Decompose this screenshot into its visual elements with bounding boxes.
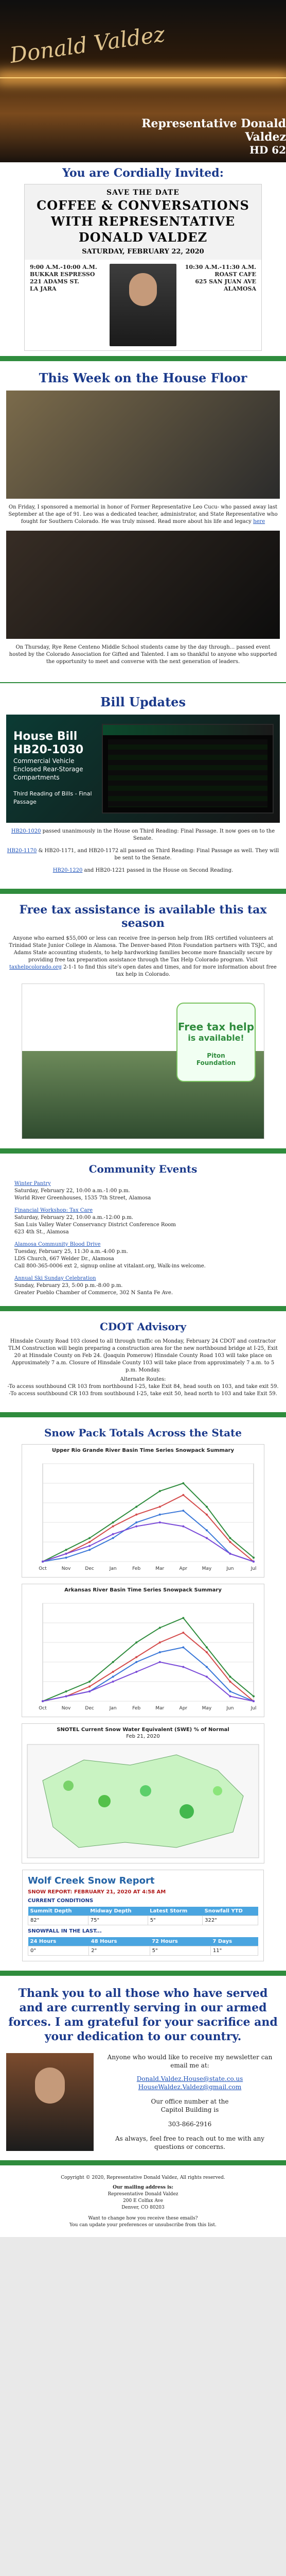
series-point <box>135 1641 137 1643</box>
footer-mail-2: Representative Donald Valdez <box>108 2192 178 2197</box>
series-point <box>206 1647 208 1649</box>
cdot-alt-1: -To access southbound CR 103 from northbound I-25, take Exit 84, head south on 103, and take exit 59. <box>7 1384 279 1389</box>
series-point <box>88 1545 91 1547</box>
bill-text-2: & HB20-1171, and HB20-1172 all passed on Third Reading: Final Passage as well. They will be sent to the Senate. <box>38 848 279 861</box>
snow-chart-2-title: Arkansas River Basin Time Series Snowpack Summary <box>64 1587 222 1593</box>
series-point <box>159 1641 161 1643</box>
community-event-2 <box>14 1207 272 1236</box>
bill-line-3 <box>6 867 280 874</box>
snow-chart-2 <box>22 1584 264 1717</box>
x-tick-label: Mar <box>155 1566 165 1571</box>
series-point <box>206 1506 208 1508</box>
hero-banner <box>0 0 286 162</box>
series-point <box>182 1632 184 1634</box>
series-point <box>65 1696 67 1698</box>
map-basin-5 <box>213 1786 222 1795</box>
section-divider-3 <box>0 889 286 894</box>
map-basin-4 <box>180 1804 194 1819</box>
series-point <box>159 1506 161 1508</box>
report-table-2-header <box>28 1937 258 1946</box>
series-point <box>112 1537 114 1539</box>
x-tick-label: Dec <box>85 1706 94 1711</box>
bill-label-5: Compartments <box>13 774 60 781</box>
bill-vote-grid <box>108 739 267 807</box>
series-point <box>182 1482 184 1484</box>
series-point <box>253 1556 255 1558</box>
x-tick-label: Dec <box>85 1566 94 1571</box>
report-hh4: 7 Days <box>210 1937 258 1946</box>
report-hh2: 48 Hours <box>89 1937 150 1946</box>
x-tick-label: Jul <box>251 1706 257 1711</box>
community-event-1-date: Saturday, February 22, 10:00 a.m.-1:00 p.m. <box>14 1188 130 1194</box>
series-point <box>135 1671 137 1673</box>
footer-mail-6: You can update your preferences or unsubscribe from this list. <box>69 2223 217 2228</box>
series-point <box>42 1561 44 1563</box>
hero-signature: Donald Valdez <box>8 21 167 68</box>
map-basin-1 <box>63 1781 74 1791</box>
tax-text-2: 2-1-1 to find this site's open dates and times, and for more information about free tax help in Colorado. <box>63 964 277 977</box>
community-event-2-place-2: 623 4th St., Alamosa <box>14 1229 69 1235</box>
x-tick-label: Feb <box>132 1566 141 1571</box>
series-point <box>229 1690 231 1692</box>
cdot-text: Hinsdale County Road 103 closed to all through traffic on Monday, February 24 CDOT and contractor TLM Construction will begin preparing a construction area for the new northbound bridge at I-25, Exit 20 at Hinsdale County on Feb 24. (Joaquin Pomerow) Hinsdale County Road 103 will take place on Approximately 7 a.m. Closure of Hinsdale County 103 will take place from approximately 7 a.m. to 5 p.m. Monday. <box>8 1338 278 1373</box>
x-tick-label: May <box>202 1706 212 1711</box>
bill-image <box>6 715 280 823</box>
flyer-event-right <box>181 264 256 293</box>
bill-link-3[interactable]: HB20-1220 <box>52 868 83 873</box>
hero-district: HD 62 <box>249 144 286 156</box>
flyer-headline-2: WITH REPRESENTATIVE <box>50 214 235 229</box>
contact-text <box>100 2053 280 2151</box>
report-hh3: 72 Hours <box>150 1937 210 1946</box>
community-event-1-link[interactable]: Winter Pantry <box>14 1181 51 1187</box>
x-tick-label: Jan <box>109 1566 117 1571</box>
series-point <box>135 1656 137 1658</box>
series-point <box>88 1549 91 1551</box>
contact-line-1: Anyone who would like to receive my newsletter can email me at: <box>107 2054 273 2069</box>
x-tick-label: Oct <box>39 1566 47 1571</box>
series-point <box>112 1526 114 1528</box>
section-divider-6 <box>0 1412 286 1417</box>
series-point <box>253 1561 255 1563</box>
house-floor-title: This Week on the House Floor <box>39 370 247 385</box>
flyer-right-place: ROAST CAFE <box>214 271 256 278</box>
bill-text-3: and HB20-1221 passed in the House on Second Reading. <box>84 868 234 873</box>
series-point <box>112 1681 114 1683</box>
series-point <box>159 1521 161 1523</box>
series-point <box>112 1521 114 1523</box>
community-event-3-place-2: Call 800-365-0006 ext 2, signup online at vitalant.org, Walk-ins welcome. <box>14 1263 206 1269</box>
house-floor-photo-1 <box>6 391 280 499</box>
x-tick-label: Jan <box>109 1706 117 1711</box>
map-colorado-shape <box>43 1755 243 1848</box>
contact-email-1[interactable]: Donald.Valdez.House@state.co.us <box>136 2075 243 2082</box>
series-point <box>135 1661 137 1663</box>
report-v2: 75" <box>88 1916 148 1925</box>
flyer-event-left <box>30 264 105 293</box>
footer-mail-label: Our mailing address is: <box>113 2185 173 2190</box>
snow-map-box <box>22 1723 264 1863</box>
tax-section <box>0 899 286 1143</box>
bill-vote-board <box>102 724 274 814</box>
tax-text: Anyone who earned $55,000 or less can receive free in-person help from IRS certified volunteers at Trinidad State Junior College in Alamosa. The Denver-based Piton Foundation partners with TSJC, and Adams State accounting students, to help hardworking families become more financially secure by providing free tax preparation assistance through the Tax Help Colorado program. Visit <box>9 936 277 963</box>
contact-line-4: As always, feel free to reach out to me with any questions or concerns. <box>115 2135 265 2150</box>
report-table-2 <box>28 1937 258 1956</box>
tax-paragraph <box>6 935 280 978</box>
cdot-title: CDOT Advisory <box>99 1320 186 1333</box>
x-tick-label: Nov <box>61 1566 71 1571</box>
house-floor-text-1: On Friday, I sponsored a memorial in honor of Former Representative Leo Cucu- who passed away last September at the age of 91. Leo was a dedicated teacher, administrator, and State Representative who fought for Southern Colorado. He was truly missed. Read more about his life and legacy <box>8 504 278 524</box>
series-point <box>65 1690 67 1692</box>
flyer-left-addr1: 221 ADAMS ST. <box>30 278 79 285</box>
snow-chart-2-svg <box>22 1593 264 1717</box>
community-event-4-date: Sunday, February 23, 5:00 p.m.-8:00 p.m. <box>14 1283 123 1289</box>
community-event-4 <box>14 1275 272 1297</box>
series-point <box>206 1529 208 1531</box>
contact-line-2: Our office number at the <box>151 2098 229 2105</box>
series-point <box>112 1661 114 1663</box>
house-floor-link[interactable]: here <box>253 519 265 524</box>
flyer-left-time: 9:00 A.M.-10:00 A.M. <box>30 264 97 270</box>
community-event-4-place: Greater Pueblo Chamber of Commerce, 302 N Santa Fe Ave. <box>14 1290 173 1296</box>
cdot-section <box>0 1316 286 1407</box>
series-point <box>206 1514 208 1516</box>
report-table-2-row <box>28 1946 258 1956</box>
x-tick-label: Oct <box>39 1706 47 1711</box>
community-event-3-date: Tuesday, February 25, 11:30 a.m.-4:00 p.m. <box>14 1249 128 1255</box>
community-title: Community Events <box>88 1163 198 1175</box>
series-point <box>182 1666 184 1668</box>
series-point <box>112 1671 114 1673</box>
series-point <box>42 1700 44 1702</box>
tax-badge-line-2: is available! <box>188 1033 244 1043</box>
section-divider-8 <box>0 2160 286 2165</box>
flyer-right-time: 10:30 A.M.-11:30 A.M. <box>185 264 256 270</box>
snow-chart-1-title: Upper Rio Grande River Basin Time Series Snowpack Summary <box>52 1448 234 1453</box>
x-tick-label: Jun <box>226 1706 234 1711</box>
tax-badge <box>176 1003 256 1082</box>
section-divider-7 <box>0 1971 286 1976</box>
bill-label-6: Third Reading of Bills - Final <box>13 790 92 797</box>
house-floor-section <box>0 366 286 675</box>
series-point <box>206 1676 208 1678</box>
footer-copyright: Copyright © 2020, Representative Donald Valdez, All rights reserved. <box>61 2175 225 2180</box>
footer-mail-5: Want to change how you receive these emails? <box>88 2216 198 2221</box>
x-tick-label: Jul <box>251 1566 257 1571</box>
bill-label-2: HB20-1030 <box>13 743 84 756</box>
cdot-alt-block <box>6 1376 280 1398</box>
wolf-creek-report <box>22 1870 264 1961</box>
community-event-2-link[interactable]: Financial Workshop: Tax Care <box>14 1208 93 1213</box>
snow-map-title: SNOTEL Current Snow Water Equivalent (SWE) % of Normal <box>57 1727 229 1733</box>
bill-label-1: House Bill <box>13 730 78 743</box>
flyer-left-addr2: LA JARA <box>30 285 57 292</box>
community-event-1 <box>14 1180 272 1202</box>
section-divider-4 <box>0 1148 286 1154</box>
flyer-headline-1: COFFEE & CONVERSATIONS <box>37 198 249 213</box>
community-events-list <box>14 1180 272 1297</box>
tax-badge-foundation-1: Piton <box>207 1052 225 1059</box>
series-point <box>159 1651 161 1653</box>
flyer-right-addr2: ALAMOSA <box>223 285 256 292</box>
bill-updates-section <box>0 690 286 884</box>
flyer-rep-photo <box>110 264 176 346</box>
tax-badge-line-1: Free tax help <box>177 1021 255 1033</box>
section-divider-2 <box>0 682 286 683</box>
cdot-alt-title: Alternate Routes: <box>120 1377 166 1382</box>
series-point <box>182 1494 184 1496</box>
report-table-1 <box>28 1907 258 1925</box>
flyer-header <box>25 184 261 260</box>
chart-1-x-ticks <box>39 1566 256 1571</box>
community-event-3-link[interactable]: Alamosa Community Blood Drive <box>14 1242 101 1247</box>
series-point <box>135 1506 137 1508</box>
report-h2: Midway Depth <box>88 1907 148 1916</box>
snow-map-date: Feb 21, 2020 <box>126 1734 160 1739</box>
bill-updates-title: Bill Updates <box>100 694 186 709</box>
tax-title: Free tax assistance is available this tax season <box>19 903 267 930</box>
series-point <box>65 1549 67 1551</box>
footer-mail-3: 200 E Colfax Ave <box>123 2198 163 2204</box>
report-table-1-row <box>28 1916 258 1925</box>
house-floor-photo-2 <box>6 531 280 639</box>
series-point <box>229 1537 231 1539</box>
tax-badge-foundation-2: Foundation <box>196 1059 236 1066</box>
section-divider-5 <box>0 1306 286 1311</box>
report-vv2: 2" <box>89 1946 150 1956</box>
x-tick-label: Apr <box>179 1706 188 1711</box>
x-tick-label: Apr <box>179 1566 188 1571</box>
series-point <box>182 1617 184 1619</box>
bill-label-4: Enclosed Rear-Storage <box>13 766 83 773</box>
bill-link-2[interactable]: HB20-1170 <box>7 848 37 854</box>
report-v4: 322" <box>203 1916 258 1925</box>
series-point <box>229 1696 231 1698</box>
bill-line-1 <box>6 828 280 842</box>
series-point <box>182 1526 184 1528</box>
contact-block <box>0 2049 286 2155</box>
flyer-save-date: SAVE THE DATE <box>106 189 180 197</box>
contact-email-2-wrap <box>100 2083 280 2091</box>
hero-rep-name: Representative Donald Valdez <box>141 117 286 144</box>
bill-line-2 <box>6 848 280 862</box>
report-h1: Summit Depth <box>28 1907 88 1916</box>
coffee-flyer <box>24 184 262 351</box>
report-h4: Snowfall YTD <box>203 1907 258 1916</box>
series-point <box>88 1690 91 1692</box>
tax-link[interactable]: taxhelpcolorado.org <box>9 964 62 970</box>
series-point <box>159 1490 161 1492</box>
x-tick-label: Nov <box>61 1706 71 1711</box>
community-event-2-date: Saturday, February 22, 10:00 a.m.-12:00 p.m. <box>14 1215 134 1221</box>
contact-line-3: Capitol Building is <box>160 2106 219 2113</box>
chart-1-frame <box>43 1464 254 1562</box>
report-vv3: 5" <box>150 1946 210 1956</box>
snow-title: Snow Pack Totals Across the State <box>44 1427 242 1439</box>
x-tick-label: Feb <box>132 1706 141 1711</box>
flyer-events <box>25 260 261 350</box>
community-event-1-place: World River Greenhouses, 1535 7th Street, Alamosa <box>14 1195 151 1201</box>
rep-portrait <box>6 2053 94 2151</box>
series-point <box>206 1651 208 1653</box>
flyer-headline-3: DONALD VALDEZ <box>78 230 208 245</box>
series-point <box>65 1556 67 1558</box>
x-tick-label: Jun <box>226 1566 234 1571</box>
tax-card <box>22 984 264 1139</box>
bill-label-3: Commercial Vehicle <box>13 757 75 765</box>
series-point <box>206 1666 208 1668</box>
map-basin-2 <box>98 1795 111 1807</box>
series-point <box>88 1686 91 1688</box>
contact-phone: 303-866-2916 <box>168 2121 212 2128</box>
snow-map-svg <box>22 1739 264 1863</box>
house-floor-paragraph-2: On Thursday, Rye Rene Centeno Middle School students came by the day through... passed event hosted by the Colorado Association for Gifted and Talented. I am so thankful to anyone who supported the opportunity to meet and converse with the next generation of leaders. <box>9 645 277 665</box>
series-point <box>229 1676 231 1678</box>
map-basin-3 <box>140 1785 151 1797</box>
series-point <box>253 1696 255 1698</box>
report-vv1: 0" <box>28 1946 89 1956</box>
invite-section <box>0 162 286 184</box>
report-title: Wolf Creek Snow Report <box>28 1875 155 1886</box>
series-point <box>112 1533 114 1535</box>
community-event-3 <box>14 1241 272 1270</box>
invite-title: You are Cordially Invited: <box>62 166 224 180</box>
series-point <box>65 1553 67 1555</box>
report-v1: 82" <box>28 1916 88 1925</box>
bill-image-labels <box>13 730 92 806</box>
report-h3: Latest Storm <box>148 1907 202 1916</box>
house-floor-paragraph-1 <box>6 504 280 526</box>
hero-sun-glow <box>0 77 286 78</box>
series-point <box>159 1627 161 1629</box>
series-point <box>229 1681 231 1683</box>
report-current-conditions: CURRENT CONDITIONS <box>28 1898 94 1904</box>
community-event-2-place: San Luis Valley Water Conservancy District Conference Room <box>14 1222 176 1228</box>
contact-email-1-wrap <box>100 2075 280 2083</box>
bill-label-7: Passage <box>13 799 37 805</box>
cdot-alt-2: -To access southbound CR 103 from southbound I-25, take exit 50, head north to 103 and take Exit 59. <box>9 1391 277 1397</box>
series-point <box>112 1676 114 1678</box>
series-point <box>135 1526 137 1528</box>
series-point <box>88 1681 91 1683</box>
community-event-3-place: LDS Church, 667 Welder Dr., Alamosa <box>14 1256 114 1262</box>
series-point <box>135 1521 137 1523</box>
thanks-text: Thank you to all those who have served and are currently serving in our armed forces. I am grateful for your sacrifice and your dedication to our country. <box>8 1987 278 2043</box>
report-last: SNOWFALL IN THE LAST... <box>28 1928 102 1934</box>
community-section <box>0 1159 286 1301</box>
x-tick-label: Mar <box>155 1706 165 1711</box>
series-point <box>182 1647 184 1649</box>
chart-2-frame <box>43 1603 254 1701</box>
series-point <box>135 1514 137 1516</box>
series-point <box>229 1541 231 1543</box>
report-table-1-header <box>28 1907 258 1916</box>
series-point <box>159 1661 161 1663</box>
snow-section <box>0 1422 286 1965</box>
x-tick-label: May <box>202 1566 212 1571</box>
bill-link-1[interactable]: HB20-1020 <box>11 828 41 834</box>
bill-text-1: passed unanimously in the House on Third Reading: Final Passage. It now goes on to the Senate. <box>42 828 275 841</box>
flyer-left-place: BUKKAR ESPRESSO <box>30 271 95 278</box>
community-event-4-link[interactable]: Annual Ski Sunday Celebration <box>14 1276 96 1281</box>
series-point <box>182 1510 184 1512</box>
series-point <box>229 1553 231 1555</box>
report-vv4: 11" <box>210 1946 258 1956</box>
flyer-date: SATURDAY, FEBRUARY 22, 2020 <box>82 248 204 256</box>
flyer-right-addr1: 625 SAN JUAN AVE <box>195 278 256 285</box>
report-v3: 5" <box>148 1916 202 1925</box>
series-point <box>88 1537 91 1539</box>
footer <box>0 2171 286 2237</box>
footer-mail-4: Denver, CO 80203 <box>121 2205 165 2210</box>
snow-chart-1 <box>22 1444 264 1578</box>
series-point <box>159 1514 161 1516</box>
report-hh1: 24 Hours <box>28 1937 89 1946</box>
section-divider-1 <box>0 356 286 361</box>
snow-chart-1-svg <box>22 1453 264 1577</box>
series-point <box>88 1541 91 1543</box>
contact-email-2[interactable]: HouseWaldez.Valdez@gmail.com <box>138 2083 242 2091</box>
series-point <box>206 1537 208 1539</box>
series-point <box>253 1700 255 1702</box>
chart-2-x-ticks <box>39 1706 256 1711</box>
report-updated: SNOW REPORT: FEBRUARY 21, 2020 AT 4:58 AM <box>28 1889 166 1895</box>
